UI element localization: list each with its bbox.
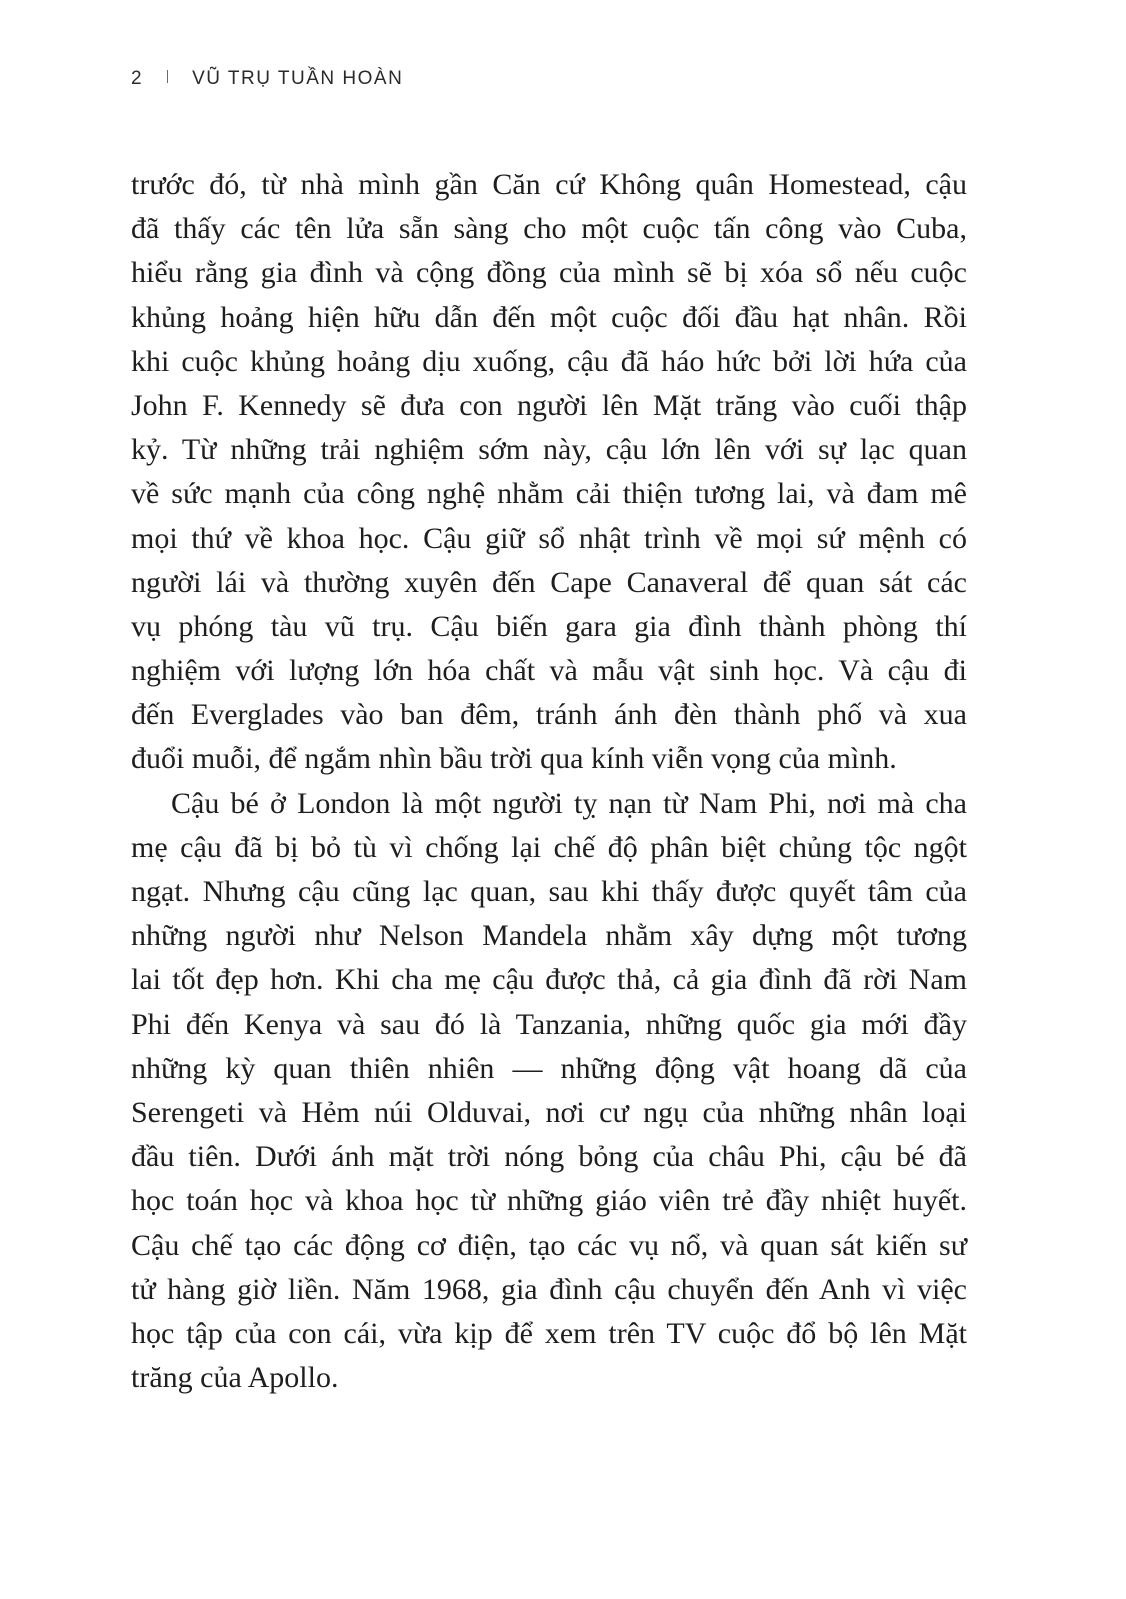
- header-separator: [167, 70, 168, 83]
- text-line: người lái và thường xuyên đến Cape Canaveral để quan sát các: [131, 565, 967, 599]
- page-number: 2: [131, 68, 144, 89]
- text-line: về sức mạnh của công nghệ nhằm cải thiện tương lai, và đam mê: [131, 477, 967, 511]
- text-line: John F. Kennedy sẽ đưa con người lên Mặt trăng vào cuối thập: [131, 388, 967, 422]
- text-line: nghiệm với lượng lớn hóa chất và mẫu vật sinh học. Và cậu đi: [131, 654, 967, 688]
- text-line: những người như Nelson Mandela nhằm xây dựng một tương: [131, 919, 967, 953]
- text-line: trước đó, từ nhà mình gần Căn cứ Không quân Homestead, cậu: [131, 168, 967, 201]
- paragraph-1: [131, 163, 967, 782]
- text-line: học toán học và khoa học từ những giáo viên trẻ đầy nhiệt huyết.: [131, 1184, 967, 1218]
- text-line: trăng của Apollo.: [131, 1361, 339, 1395]
- text-line: hiểu rằng gia đình và cộng đồng của mình sẽ bị xóa sổ nếu cuộc: [131, 256, 967, 290]
- text-line: những kỳ quan thiên nhiên — những động vật hoang dã của: [131, 1051, 967, 1085]
- text-line: Cậu bé ở London là một người tỵ nạn từ Nam Phi, nơi mà cha: [171, 786, 967, 820]
- text-line: mẹ cậu đã bị bỏ tù vì chống lại chế độ phân biệt chủng tộc ngột: [131, 830, 967, 864]
- text-line: lai tốt đẹp hơn. Khi cha mẹ cậu được thả, cả gia đình đã rời Nam: [131, 963, 967, 997]
- body-text: [131, 163, 967, 1400]
- text-line: học tập của con cái, vừa kịp để xem trên TV cuộc đổ bộ lên Mặt: [131, 1316, 967, 1350]
- text-line: kỷ. Từ những trải nghiệm sớm này, cậu lớn lên với sự lạc quan: [131, 433, 967, 467]
- text-line: khi cuộc khủng hoảng dịu xuống, cậu đã háo hức bởi lời hứa của: [131, 344, 967, 378]
- text-line: Cậu chế tạo các động cơ điện, tạo các vụ nổ, và quan sát kiến sư: [131, 1228, 967, 1262]
- text-line: Phi đến Kenya và sau đó là Tanzania, những quốc gia mới đầy: [131, 1007, 967, 1041]
- text-line: ngạt. Nhưng cậu cũng lạc quan, sau khi thấy được quyết tâm của: [131, 875, 967, 908]
- text-line: đã thấy các tên lửa sẵn sàng cho một cuộc tấn công vào Cuba,: [131, 212, 967, 246]
- text-line: đầu tiên. Dưới ánh mặt trời nóng bỏng của châu Phi, cậu bé đã: [131, 1140, 967, 1174]
- text-line: đuổi muỗi, để ngắm nhìn bầu trời qua kính viễn vọng của mình.: [131, 742, 897, 776]
- paragraph-2: [131, 782, 967, 1401]
- text-line: đến Everglades vào ban đêm, tránh ánh đèn thành phố và xua: [131, 698, 967, 732]
- text-line: mọi thứ về khoa học. Cậu giữ sổ nhật trình về mọi sứ mệnh có: [131, 521, 967, 555]
- text-line: khủng hoảng hiện hữu dẫn đến một cuộc đối đầu hạt nhân. Rồi: [131, 300, 967, 334]
- text-line: Serengeti và Hẻm núi Olduvai, nơi cư ngụ của những nhân loại: [131, 1095, 967, 1129]
- text-line: tử hàng giờ liền. Năm 1968, gia đình cậu chuyển đến Anh vì việc: [131, 1272, 967, 1306]
- text-line: vụ phóng tàu vũ trụ. Cậu biến gara gia đình thành phòng thí: [131, 609, 967, 643]
- book-title: VŨ TRỤ TUẦN HOÀN: [192, 68, 404, 89]
- running-head: [131, 68, 403, 90]
